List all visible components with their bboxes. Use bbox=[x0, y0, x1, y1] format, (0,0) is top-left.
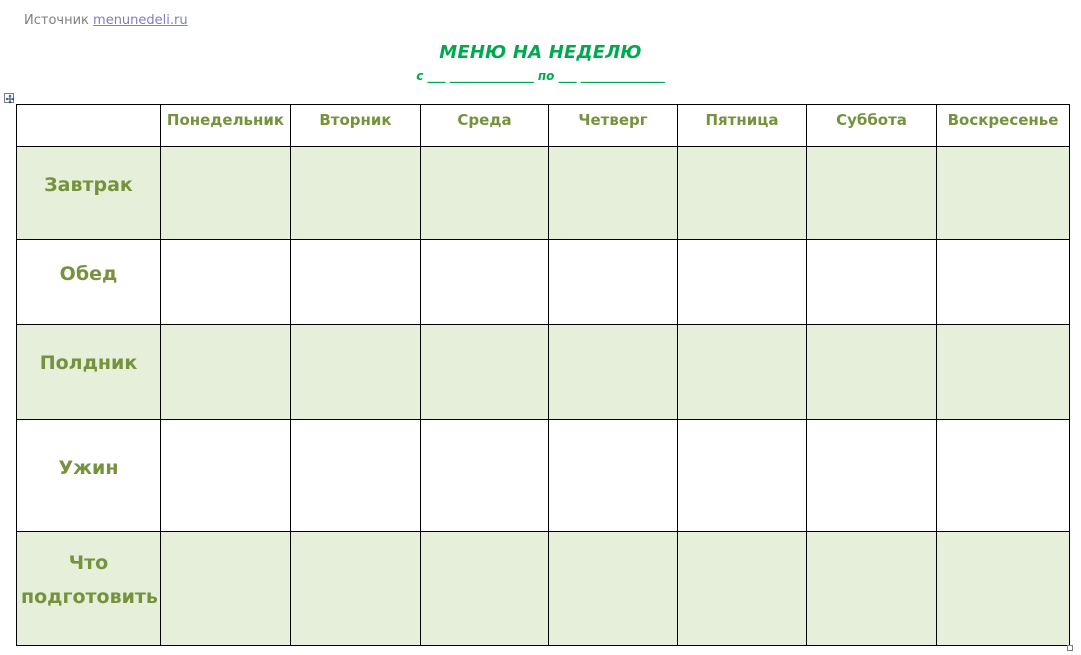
menu-cell[interactable] bbox=[291, 325, 421, 420]
meal-label: Обед bbox=[17, 240, 161, 325]
menu-cell[interactable] bbox=[807, 325, 937, 420]
day-header: Воскресенье bbox=[937, 105, 1070, 147]
meal-row-breakfast bbox=[17, 147, 1070, 240]
meal-label: Что подготовить bbox=[17, 532, 161, 646]
menu-cell[interactable] bbox=[291, 532, 421, 646]
menu-cell[interactable] bbox=[937, 532, 1070, 646]
header-row bbox=[17, 105, 1070, 147]
meal-row-lunch bbox=[17, 240, 1070, 325]
menu-cell[interactable] bbox=[937, 240, 1070, 325]
day-header: Вторник bbox=[291, 105, 421, 147]
menu-cell[interactable] bbox=[161, 532, 291, 646]
menu-cell[interactable] bbox=[161, 147, 291, 240]
menu-cell[interactable] bbox=[678, 420, 807, 532]
corner-cell bbox=[17, 105, 161, 147]
menu-cell[interactable] bbox=[421, 240, 549, 325]
menu-cell[interactable] bbox=[161, 240, 291, 325]
menu-cell[interactable] bbox=[161, 325, 291, 420]
menu-cell[interactable] bbox=[807, 240, 937, 325]
day-header: Четверг bbox=[549, 105, 678, 147]
source-link[interactable]: menunedeli.ru bbox=[93, 13, 188, 28]
menu-cell[interactable] bbox=[807, 147, 937, 240]
meal-row-dinner bbox=[17, 420, 1070, 532]
menu-cell[interactable] bbox=[421, 325, 549, 420]
source-label: Источник bbox=[24, 13, 89, 28]
menu-cell[interactable] bbox=[549, 240, 678, 325]
date-range-line: с ___ ______________ по ___ ______________ bbox=[416, 69, 665, 83]
menu-cell[interactable] bbox=[421, 147, 549, 240]
menu-cell[interactable] bbox=[161, 420, 291, 532]
menu-cell[interactable] bbox=[291, 240, 421, 325]
menu-cell[interactable] bbox=[678, 325, 807, 420]
menu-cell[interactable] bbox=[421, 420, 549, 532]
day-header: Суббота bbox=[807, 105, 937, 147]
meal-row-prepare bbox=[17, 532, 1070, 646]
menu-cell[interactable] bbox=[291, 420, 421, 532]
table-move-handle-icon[interactable] bbox=[4, 93, 14, 103]
menu-cell[interactable] bbox=[549, 532, 678, 646]
page-title: МЕНЮ НА НЕДЕЛЮ bbox=[439, 42, 642, 63]
menu-cell[interactable] bbox=[807, 420, 937, 532]
menu-cell[interactable] bbox=[549, 325, 678, 420]
table-resize-handle[interactable] bbox=[1067, 645, 1073, 651]
menu-cell[interactable] bbox=[421, 532, 549, 646]
menu-cell[interactable] bbox=[678, 532, 807, 646]
menu-cell[interactable] bbox=[549, 420, 678, 532]
day-header: Понедельник bbox=[161, 105, 291, 147]
day-header: Среда bbox=[421, 105, 549, 147]
menu-cell[interactable] bbox=[678, 147, 807, 240]
menu-cell[interactable] bbox=[549, 147, 678, 240]
day-header: Пятница bbox=[678, 105, 807, 147]
source-line bbox=[24, 13, 188, 28]
weekly-menu-table bbox=[16, 104, 1070, 646]
menu-cell[interactable] bbox=[937, 325, 1070, 420]
meal-row-snack bbox=[17, 325, 1070, 420]
menu-cell[interactable] bbox=[291, 147, 421, 240]
menu-cell[interactable] bbox=[937, 147, 1070, 240]
menu-cell[interactable] bbox=[937, 420, 1070, 532]
menu-cell[interactable] bbox=[807, 532, 937, 646]
meal-label: Полдник bbox=[17, 325, 161, 420]
meal-label: Завтрак bbox=[17, 147, 161, 240]
meal-label: Ужин bbox=[17, 420, 161, 532]
menu-cell[interactable] bbox=[678, 240, 807, 325]
